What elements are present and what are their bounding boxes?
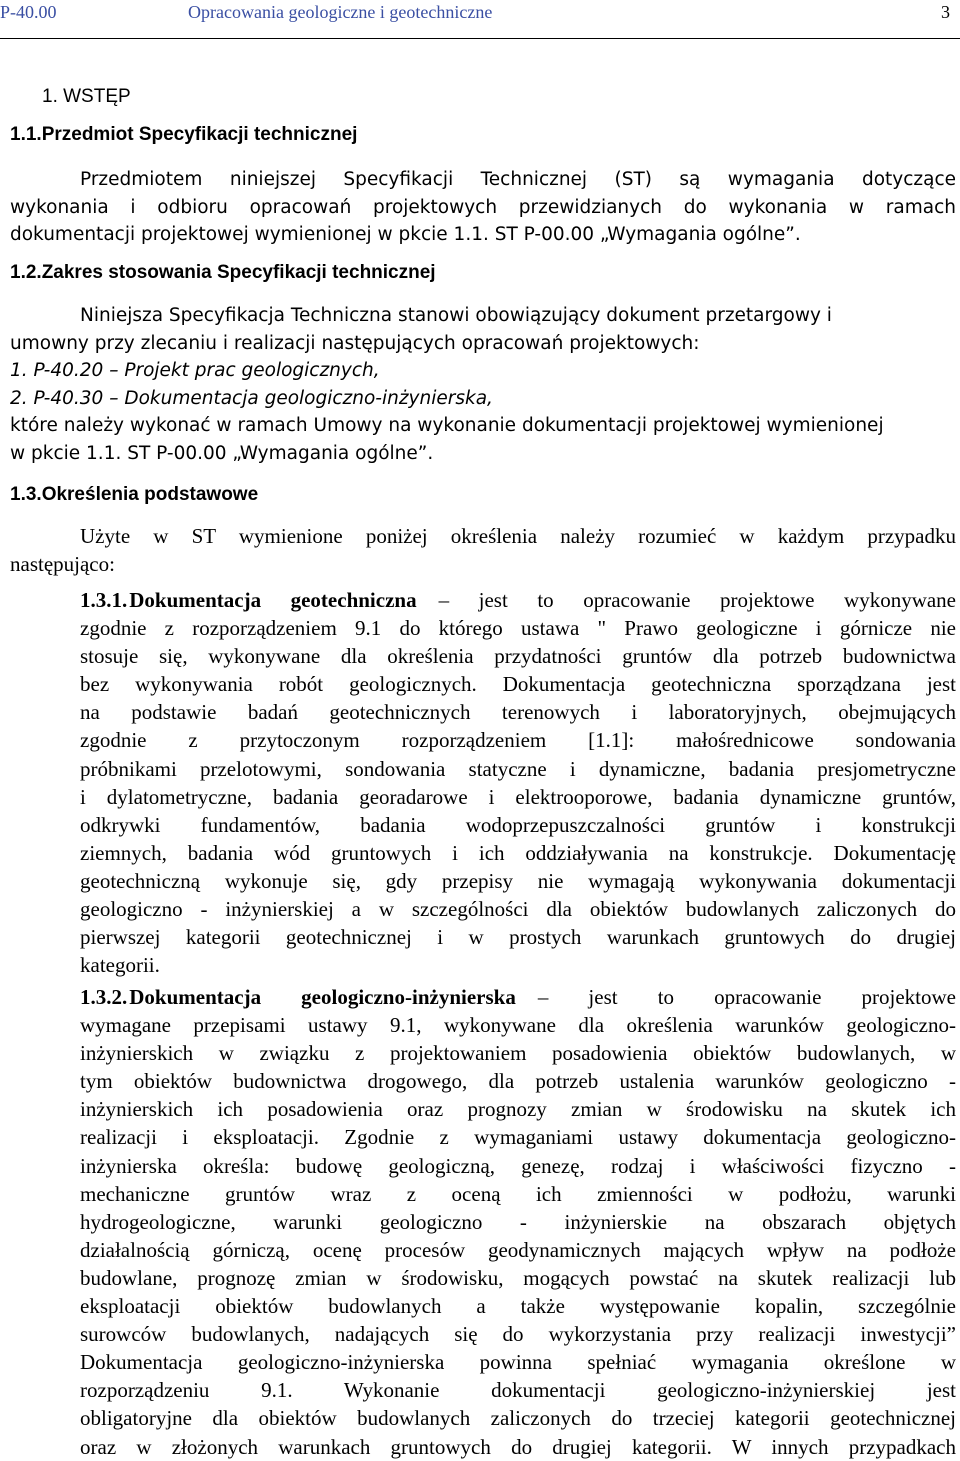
definition-1-3-2: [80, 983, 956, 1461]
definition-term: Dokumentacja geotechniczna: [129, 588, 417, 612]
section-heading-wstep: 1. WSTĘP: [42, 86, 131, 107]
definition-line: inżynierskich w związku z projektowaniem posadowienia obiektów budowlanych, w: [80, 1041, 956, 1066]
definition-line: ziemnych, badania wód gruntowych i ich oddziaływania na konstrukcje. Dokumentację: [80, 840, 956, 865]
paragraph-1-2: [10, 302, 956, 467]
paragraph-line: dokumentacji projektowej wymienionej w pkcie 1.1. ST P-00.00 „Wymagania ogólne”.: [10, 224, 801, 245]
definition-number: 1.3.2.: [80, 985, 128, 1009]
doc-code: P-40.00: [0, 2, 57, 22]
definition-line: realizacji i eksploatacji. Zgodnie z wymaganiami ustawy dokumentacja geologiczno-: [80, 1125, 956, 1150]
definition-line: kategorii.: [80, 953, 160, 978]
definition-first-line: [80, 983, 956, 1011]
doc-title: Opracowania geologiczne i geotechniczne: [188, 2, 493, 22]
definition-line: obligatoryjne dla obiektów budowlanych zaliczonych do trzeciej kategorii geotechnicznej: [80, 1406, 956, 1431]
list-item: 1. P-40.20 – Projekt prac geologicznych,: [10, 360, 380, 381]
paragraph-line: następująco:: [10, 552, 115, 576]
definition-line: rozporządzeniu 9.1. Wykonanie dokumentacji geologiczno-inżynierskiej jest: [80, 1378, 956, 1403]
page-number: 3: [941, 2, 950, 22]
definition-line: inżynierskich ich posadowienia oraz prognozy zmian w środowisku na skutek ich: [80, 1097, 956, 1122]
definition-line: i dylatometryczne, badania georadarowe i elektrooporowe, badania dynamiczne gruntów,: [80, 784, 956, 809]
definition-first-line: [80, 586, 956, 614]
section-heading-1-2: 1.2.Zakres stosowania Specyfikacji technicznej: [10, 262, 436, 283]
paragraph-1-1: [10, 166, 956, 249]
definition-line: próbnikami przelotowymi, sondowania statyczne i dynamiczne, badania presjometryczne: [80, 756, 956, 781]
definition-line: wymagane przepisami ustawy 9.1, wykonywane dla określenia warunków geologiczno-: [80, 1013, 956, 1038]
list-item: 2. P-40.30 – Dokumentacja geologiczno-inżynierska,: [10, 387, 493, 409]
definition-line: hydrogeologiczne, warunki geologiczno - inżynierskie na obszarach objętych: [80, 1209, 956, 1234]
definition-line: inżynierska określa: budowę geologiczną, genezę, rodzaj i właściwości fizyczno -: [80, 1153, 956, 1178]
definition-line: na podstawie badań geotechnicznych terenowych i laboratoryjnych, obejmujących: [80, 700, 956, 725]
definition-line: stosuje się, wykonywane dla określenia przydatności gruntów dla potrzeb budownictwa: [80, 644, 956, 669]
paragraph-line: Przedmiotem niniejszej Specyfikacji Technicznej (ST) są wymagania dotyczące: [80, 169, 956, 190]
definition-line: Dokumentacja geologiczno-inżynierska powinna spełniać wymagania określone w: [80, 1350, 956, 1375]
paragraph-line: Użyte w ST wymienione poniżej określenia należy rozumieć w każdym przypadku: [80, 524, 956, 548]
definition-line: – jest to opracowanie projektowe wykonywane: [438, 588, 957, 612]
definition-line: surowców budowlanych, nadających się do wykorzystania przy realizacji inwestycji”: [80, 1322, 956, 1347]
paragraph-line: wykonania i odbioru opracowań projektowych przewidzianych do wykonania w ramach: [10, 196, 956, 218]
definition-1-3-1: [80, 586, 956, 979]
section-heading-1-3: 1.3.Określenia podstawowe: [10, 484, 259, 505]
section-heading-1-1: 1.1.Przedmiot Specyfikacji technicznej: [10, 124, 358, 145]
definition-line: – jest to opracowanie projektowe: [537, 985, 956, 1009]
definition-line: odkrywki fundamentów, badania wodoprzepuszczalności gruntów i konstrukcji: [80, 812, 956, 837]
page-header: [0, 0, 960, 39]
paragraph-line: które należy wykonać w ramach Umowy na wykonanie dokumentacji projektowej wymienionej: [10, 415, 884, 436]
definition-line: bez wykonywania robót geologicznych. Dokumentacja geotechniczna sporządzana jest: [80, 672, 956, 697]
definition-line: tym obiektów budownictwa drogowego, dla potrzeb ustalenia warunków geologiczno -: [80, 1069, 956, 1094]
definition-line: geotechniczną wykonuje się, gdy przepisy nie wymagają wykonywania dokumentacji: [80, 868, 956, 893]
definition-line: geologiczno - inżynierskiej a w szczególności dla obiektów budowlanych zaliczonych do: [80, 897, 956, 922]
definition-line: zgodnie z przytoczonym rozporządzeniem [1.1]: małośrednicowe sondowania: [80, 728, 956, 753]
definition-line: mechaniczne gruntów wraz z oceną ich zmienności w podłożu, warunki: [80, 1181, 956, 1206]
paragraph-line: umowny przy zlecaniu i realizacji następujących opracowań projektowych:: [10, 332, 700, 354]
definition-line: eksploatacji obiektów budowlanych a także występowanie kopalin, szczególnie: [80, 1294, 956, 1319]
definition-term: Dokumentacja geologiczno-inżynierska: [129, 985, 516, 1009]
paragraph-1-3-intro: [10, 522, 956, 578]
paragraph-line: Niniejsza Specyfikacja Techniczna stanowi obowiązujący dokument przetargowy i: [80, 305, 832, 326]
definition-line: zgodnie z rozporządzeniem 9.1 do którego ustawa " Prawo geologiczne i górnicze nie: [80, 616, 956, 641]
definition-number: 1.3.1.: [80, 588, 128, 612]
definition-line: oraz w złożonych warunkach gruntowych do drugiej kategorii. W innych przypadkach: [80, 1434, 956, 1459]
definition-line: budowlane, prognozę zmian w środowisku, mogących powstać na skutek realizacji lub: [80, 1265, 956, 1290]
paragraph-line: w pkcie 1.1. ST P-00.00 „Wymagania ogólne”.: [10, 442, 434, 464]
definition-line: działalnością górniczą, ocenę procesów geodynamicznych mających wpływ na podłoże: [80, 1237, 956, 1262]
definition-line: pierwszej kategorii geotechnicznej i w prostych warunkach gruntowych do drugiej: [80, 925, 956, 950]
